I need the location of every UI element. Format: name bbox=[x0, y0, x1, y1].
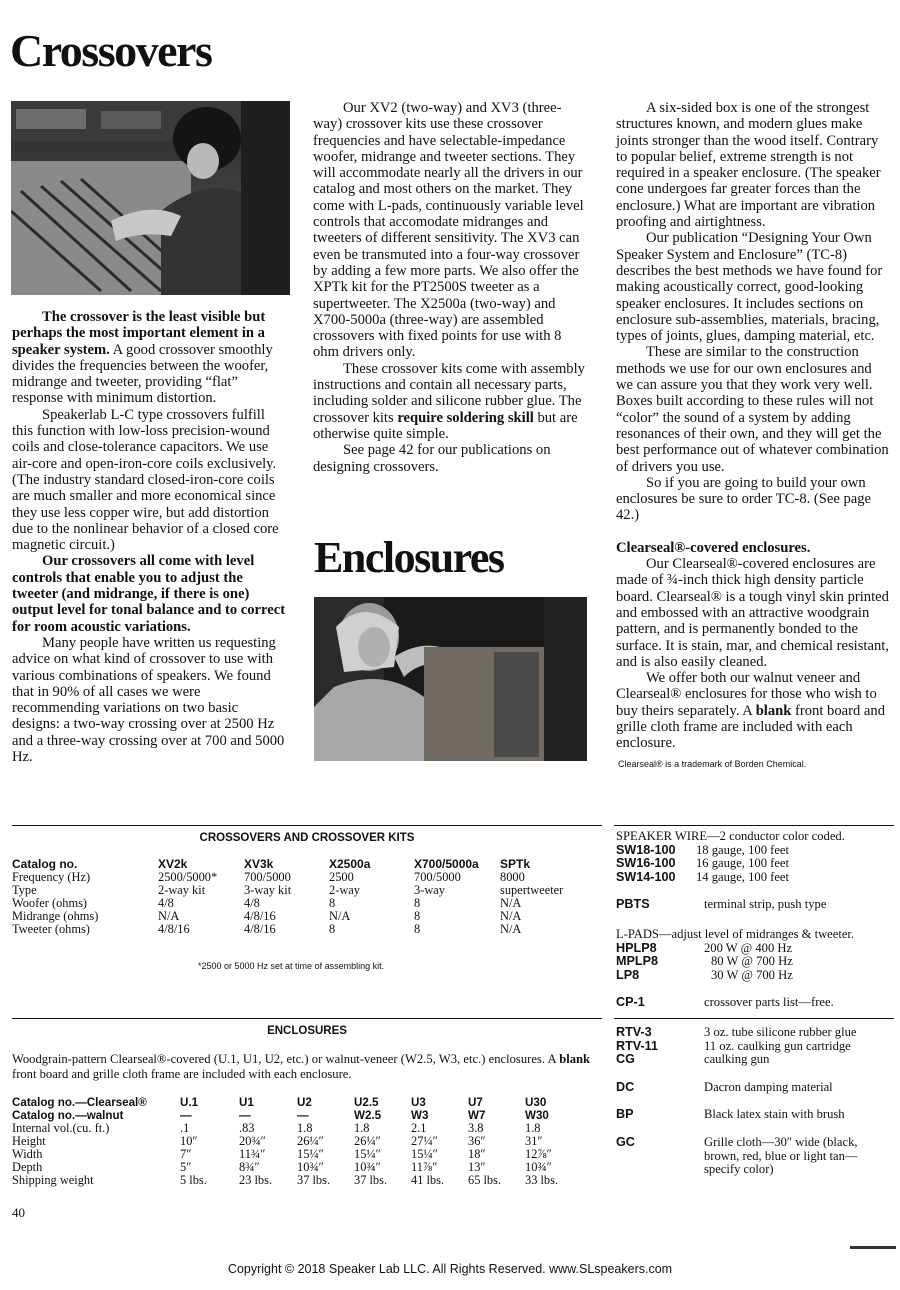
rule-top-right bbox=[614, 825, 894, 826]
table-cell: 4/8 bbox=[244, 896, 260, 910]
copyright-notice: Copyright © 2018 Speaker Lab LLC. All Rights Reserved. www.SLspeakers.com bbox=[227, 1262, 673, 1276]
list-item bbox=[616, 844, 896, 858]
walnut-offer-text-a: We offer both our walnut veneer and Clearseal® enclosures for those who wish to buy theirs separately. A bbox=[616, 670, 877, 719]
table-cell: 37 lbs. bbox=[297, 1173, 331, 1187]
table-row bbox=[12, 1174, 582, 1187]
table-cell: 10″ bbox=[180, 1134, 198, 1148]
kit-assembly-text-b: but are otherwise quite simple. bbox=[313, 409, 578, 442]
table-cell: Type bbox=[12, 883, 37, 897]
catalog-number: CP-1 bbox=[616, 995, 645, 1010]
item-description: Black latex stain with brush bbox=[704, 1107, 845, 1122]
item-description: Dacron damping material bbox=[704, 1079, 833, 1094]
item-description: 30 W @ 700 Hz bbox=[711, 967, 793, 982]
table-cell: 1.8 bbox=[297, 1121, 313, 1135]
item-description: 80 W @ 700 Hz bbox=[711, 954, 793, 969]
rule-middle-left bbox=[12, 1018, 602, 1019]
table-cell: 23 lbs. bbox=[239, 1173, 273, 1187]
tc8-publication-paragraph: Our publication “Designing Your Own Speaker System and Enclosure” (TC-8) describes the best methods we have found for making acoustically correct, good-looking speaker enclosures. It includes sections on enclosure sub-assemblies, materials, bracing, types of joints, glues, damping material, etc. bbox=[616, 230, 883, 345]
table-cell: 8 bbox=[414, 896, 421, 910]
table-cell: — bbox=[180, 1109, 192, 1122]
table-cell: N/A bbox=[158, 909, 180, 923]
table-cell: 7″ bbox=[180, 1147, 192, 1161]
item-description: 16 gauge, 100 feet bbox=[696, 856, 790, 871]
enclosure-desc-b: front board and grille cloth frame are included with each enclosure. bbox=[12, 1066, 352, 1081]
catalog-number: HPLP8 bbox=[616, 940, 657, 955]
table-cell: W2.5 bbox=[354, 1109, 382, 1122]
enclosure-table bbox=[12, 1096, 582, 1187]
catalog-number: SW16-100 bbox=[616, 856, 676, 871]
soldering-skill-bold: require soldering skill bbox=[397, 409, 534, 426]
table-cell: N/A bbox=[500, 896, 522, 910]
list-item bbox=[616, 1040, 896, 1054]
table-cell: 10¾″ bbox=[297, 1160, 324, 1174]
table-cell: — bbox=[297, 1109, 309, 1122]
table-cell: N/A bbox=[500, 909, 522, 923]
table-cell: 3.8 bbox=[468, 1121, 484, 1135]
table-cell: U3 bbox=[411, 1096, 426, 1109]
item-description: 14 gauge, 100 feet bbox=[696, 869, 790, 884]
table-cell: 8 bbox=[329, 896, 336, 910]
table-cell: Shipping weight bbox=[12, 1173, 94, 1187]
table-cell: 5″ bbox=[180, 1160, 192, 1174]
crossover-col-header: X2500a bbox=[329, 857, 371, 871]
table-cell: 2-way bbox=[329, 883, 360, 897]
item-description: 11 oz. caulking gun cartridge bbox=[704, 1038, 851, 1053]
list-item bbox=[616, 857, 896, 871]
table-cell: U30 bbox=[525, 1096, 547, 1109]
enclosure-table-heading: ENCLOSURES bbox=[267, 1025, 347, 1037]
table-cell: 2.1 bbox=[411, 1121, 427, 1135]
table-cell: 11¾″ bbox=[239, 1147, 266, 1161]
table-cell: N/A bbox=[329, 909, 351, 923]
enclosure-table-description bbox=[12, 1052, 590, 1081]
list-item bbox=[616, 871, 896, 885]
table-cell: 65 lbs. bbox=[468, 1173, 502, 1187]
table-cell: 36″ bbox=[468, 1134, 486, 1148]
table-cell: 11⅞″ bbox=[411, 1160, 438, 1174]
section-title-enclosures: Enclosures bbox=[314, 533, 504, 582]
crossover-col-header: Catalog no. bbox=[12, 857, 78, 871]
crossover-advice-paragraph: Many people have written us requesting advice on what kind of crossover to use with various combinations of speakers. We found that in 90% of all cases we were recommending variations on two basic designs: a two-way crossing over at 2500 Hz and a three-way crossing over at 700 and 5000 Hz. bbox=[12, 634, 285, 766]
table-cell: 1.8 bbox=[354, 1121, 370, 1135]
item-description: Grille cloth—30″ wide (black, brown, red, blue or light tan—specify color) bbox=[704, 1134, 858, 1177]
crossover-table-footnote: *2500 or 5000 Hz set at time of assembling kit. bbox=[198, 961, 385, 971]
clearseal-trademark-note: Clearseal® is a trademark of Borden Chemical. bbox=[618, 758, 807, 769]
accessories-list bbox=[616, 830, 896, 1177]
item-description: 18 gauge, 100 feet bbox=[696, 842, 790, 857]
crossover-table bbox=[12, 858, 592, 936]
lpads-heading: L-PADS—adjust level of midranges & tweeter. bbox=[616, 926, 855, 941]
table-cell: 3-way kit bbox=[244, 883, 292, 897]
list-item bbox=[616, 1053, 896, 1067]
rule-top-left bbox=[12, 825, 602, 826]
crossover-workshop-photo bbox=[11, 101, 290, 295]
crossover-table-heading: CROSSOVERS AND CROSSOVER KITS bbox=[199, 832, 415, 844]
table-cell: 8000 bbox=[500, 870, 525, 884]
blank-bold: blank bbox=[755, 702, 792, 719]
table-cell: 37 lbs. bbox=[354, 1173, 388, 1187]
construction-methods-paragraph: These are similar to the construction methods we use for our own enclosures and we can assure you that they work very well. Boxes built according to these rules will not “color” the sound of a system by adding resonances of their own, and they will get the best performance out of whatever combination of drivers you use. bbox=[616, 344, 889, 475]
table-cell: U2.5 bbox=[354, 1096, 379, 1109]
table-cell: 2-way kit bbox=[158, 883, 206, 897]
enclosure-desc-a: Woodgrain-pattern Clearseal®-covered (U.1, U1, U2, etc.) or walnut-veneer (W2.5, W3, etc.) enclosures. A bbox=[12, 1052, 560, 1066]
clearseal-heading: Clearseal®-covered enclosures. bbox=[616, 539, 811, 556]
table-cell: Frequency (Hz) bbox=[12, 870, 91, 884]
table-cell: Height bbox=[12, 1134, 46, 1148]
list-item bbox=[616, 955, 896, 969]
table-cell: 8¾″ bbox=[239, 1160, 260, 1174]
table-cell: Internal vol.(cu. ft.) bbox=[12, 1121, 110, 1135]
table-cell: 5 lbs. bbox=[180, 1173, 207, 1187]
table-cell: 26¼″ bbox=[297, 1134, 324, 1148]
table-cell: 1.8 bbox=[525, 1121, 541, 1135]
list-item bbox=[616, 898, 896, 912]
table-cell: 4/8/16 bbox=[158, 922, 190, 936]
table-cell: 18″ bbox=[468, 1147, 486, 1161]
catalog-number: RTV-11 bbox=[616, 1038, 658, 1053]
table-cell: supertweeter bbox=[500, 883, 564, 897]
table-cell: 8 bbox=[329, 922, 336, 936]
crossover-coils-paragraph: Speakerlab L-C type crossovers fulfill this function with low-loss precision-wound coils and close-tolerance capacitors. We use air-core and open-iron-core coils exclusively. (The industry standard closed-iron-core coils are much smaller and more economical since they use less copper wire, but add distortion due to the nonlinear behavior of a closed core magnetic circuit.) bbox=[12, 406, 279, 554]
crossover-intro-bold: The crossover is the least visible but perhaps the most important element in a speaker system. bbox=[12, 309, 266, 358]
catalog-number: SW18-100 bbox=[616, 842, 676, 857]
table-cell: 20¾″ bbox=[239, 1134, 266, 1148]
catalog-number: BP bbox=[616, 1107, 634, 1122]
table-cell: 8 bbox=[414, 922, 421, 936]
order-tc8-paragraph: So if you are going to build your own enclosures be sure to order TC-8. (See page 42.) bbox=[616, 474, 872, 524]
table-cell: U1 bbox=[239, 1096, 254, 1109]
crossover-col-header: XV2k bbox=[158, 857, 188, 871]
enclosure-text-column-3 bbox=[616, 100, 892, 772]
table-cell: Woofer (ohms) bbox=[12, 896, 88, 910]
enclosure-building-photo bbox=[314, 597, 587, 761]
page-title-crossovers: Crossovers bbox=[10, 25, 212, 76]
crossover-text-column-2 bbox=[313, 100, 589, 475]
item-description: terminal strip, push type bbox=[704, 897, 827, 912]
table-cell: 13″ bbox=[468, 1160, 486, 1174]
table-cell: 10¾″ bbox=[525, 1160, 552, 1174]
table-cell: 700/5000 bbox=[244, 870, 291, 884]
six-sided-box-paragraph: A six-sided box is one of the strongest structures known, and modern glues make joints stronger than the wood itself. Contrary to popular belief, extreme strength is not required in a speaker enclosure. (The speaker cone undergoes far greater forces than the enclosure.) What are important are vibration proofing and airtightness. bbox=[616, 100, 881, 231]
clearseal-description: Our Clearseal®-covered enclosures are made of ¾-inch thick high density particle board. Clearseal® is a tough vinyl skin printed and embossed with an attractive woodgrain pattern, and is permanently bonded to the surface. It is stain, mar, and chemical resistant, and is also easily cleaned. bbox=[616, 556, 889, 670]
enclosure-desc-blank: blank bbox=[559, 1052, 590, 1066]
table-cell: Midrange (ohms) bbox=[12, 909, 99, 923]
crossover-intro-text: A good crossover smoothly divides the frequencies between the woofer, midrange and tweeter, providing “flat” response with minimum distortion. bbox=[12, 341, 273, 407]
table-cell: 10¾″ bbox=[354, 1160, 381, 1174]
table-cell: 4/8 bbox=[158, 896, 174, 910]
list-item bbox=[616, 1081, 896, 1095]
walnut-offer-text-b: front board and grille cloth frame are included with each enclosure. bbox=[616, 702, 886, 752]
table-cell: Width bbox=[12, 1147, 43, 1161]
list-item bbox=[616, 942, 896, 956]
list-item bbox=[616, 1026, 896, 1040]
table-row bbox=[12, 923, 592, 936]
crossover-col-header: XV3k bbox=[244, 857, 274, 871]
kit-assembly-text-a: These crossover kits come with assembly instructions and contain all necessary parts, including solder and silicone rubber glue. The crossover kits bbox=[313, 360, 585, 426]
crossover-kits-paragraph: Our XV2 (two-way) and XV3 (three-way) crossover kits use these crossover frequencies and have selectable-impedance woofer, midrange and tweeter sections. They will accommodate nearly all the drivers in our catalog and most others on the market. They come with L-pads, continuously variable level controls that accomodate midranges and tweeters of different sensitivity. The XV3 can even be transmuted into a four-way crossover by adding a few more parts. We also offer the XPTk kit for the PT2500S tweeter as a supertweeter. The X2500a (two-way) and X700-5000a (three-way) are assembled crossovers with fixed points for use with 8 ohm drivers only. bbox=[313, 100, 584, 361]
item-description: 3 oz. tube silicone rubber glue bbox=[704, 1024, 857, 1039]
table-cell: Tweeter (ohms) bbox=[12, 922, 90, 936]
item-description: 200 W @ 400 Hz bbox=[704, 940, 793, 955]
item-description: caulking gun bbox=[704, 1052, 770, 1067]
table-cell: 15¼″ bbox=[297, 1147, 324, 1161]
speaker-wire-heading: SPEAKER WIRE—2 conductor color coded. bbox=[616, 829, 845, 843]
table-cell: 33 lbs. bbox=[525, 1173, 559, 1187]
list-item bbox=[616, 996, 896, 1010]
table-row bbox=[12, 1096, 582, 1109]
table-cell: W7 bbox=[468, 1109, 486, 1122]
catalog-number: PBTS bbox=[616, 897, 650, 912]
page-corner-mark bbox=[850, 1246, 896, 1249]
table-cell: 2500/5000* bbox=[158, 870, 218, 884]
catalog-number: DC bbox=[616, 1079, 635, 1094]
item-description: crossover parts list—free. bbox=[704, 995, 834, 1010]
table-cell: 700/5000 bbox=[414, 870, 461, 884]
table-cell: U2 bbox=[297, 1096, 312, 1109]
crossover-text-column-1 bbox=[12, 309, 288, 765]
table-cell: — bbox=[239, 1109, 251, 1122]
table-cell: 31″ bbox=[525, 1134, 543, 1148]
table-cell: Catalog no.—Clearseal® bbox=[12, 1096, 147, 1109]
see-page-42-paragraph: See page 42 for our publications on designing crossovers. bbox=[313, 442, 551, 475]
list-item bbox=[616, 969, 896, 983]
catalog-number: SW14-100 bbox=[616, 869, 676, 884]
crossover-col-header: X700/5000a bbox=[414, 857, 479, 871]
table-cell: 8 bbox=[414, 909, 421, 923]
page-number: 40 bbox=[12, 1205, 25, 1220]
catalog-number: CG bbox=[616, 1052, 635, 1067]
table-cell: .1 bbox=[180, 1121, 190, 1135]
table-cell: W30 bbox=[525, 1109, 549, 1122]
table-cell: 15¼″ bbox=[354, 1147, 381, 1161]
table-cell: 4/8/16 bbox=[244, 922, 276, 936]
table-cell: N/A bbox=[500, 922, 522, 936]
table-cell: 26¼″ bbox=[354, 1134, 381, 1148]
table-cell: Depth bbox=[12, 1160, 43, 1174]
table-cell: 3-way bbox=[414, 883, 445, 897]
crossover-col-header: SPTk bbox=[500, 857, 531, 871]
table-cell: U.1 bbox=[180, 1096, 199, 1109]
table-cell: W3 bbox=[411, 1109, 429, 1122]
catalog-number: LP8 bbox=[616, 967, 640, 982]
catalog-number: RTV-3 bbox=[616, 1024, 652, 1039]
table-cell: 15¼″ bbox=[411, 1147, 438, 1161]
table-cell: 2500 bbox=[329, 870, 354, 884]
table-cell: 41 lbs. bbox=[411, 1173, 445, 1187]
crossover-level-controls-bold: Our crossovers all come with level controls that enable you to adjust the tweeter (and midrange, if there is one) output level for tonal balance and to correct for room acoustic variations. bbox=[12, 553, 286, 635]
table-cell: Catalog no.—walnut bbox=[12, 1109, 124, 1122]
catalog-number: MPLP8 bbox=[616, 954, 658, 969]
table-cell: 12⅞″ bbox=[525, 1147, 552, 1161]
table-cell: 4/8/16 bbox=[244, 909, 276, 923]
list-item bbox=[616, 1136, 896, 1177]
catalog-number: GC bbox=[616, 1134, 635, 1149]
table-cell: .83 bbox=[239, 1121, 255, 1135]
table-cell: 27¼″ bbox=[411, 1134, 438, 1148]
table-cell: U7 bbox=[468, 1096, 483, 1109]
list-item bbox=[616, 1108, 896, 1122]
